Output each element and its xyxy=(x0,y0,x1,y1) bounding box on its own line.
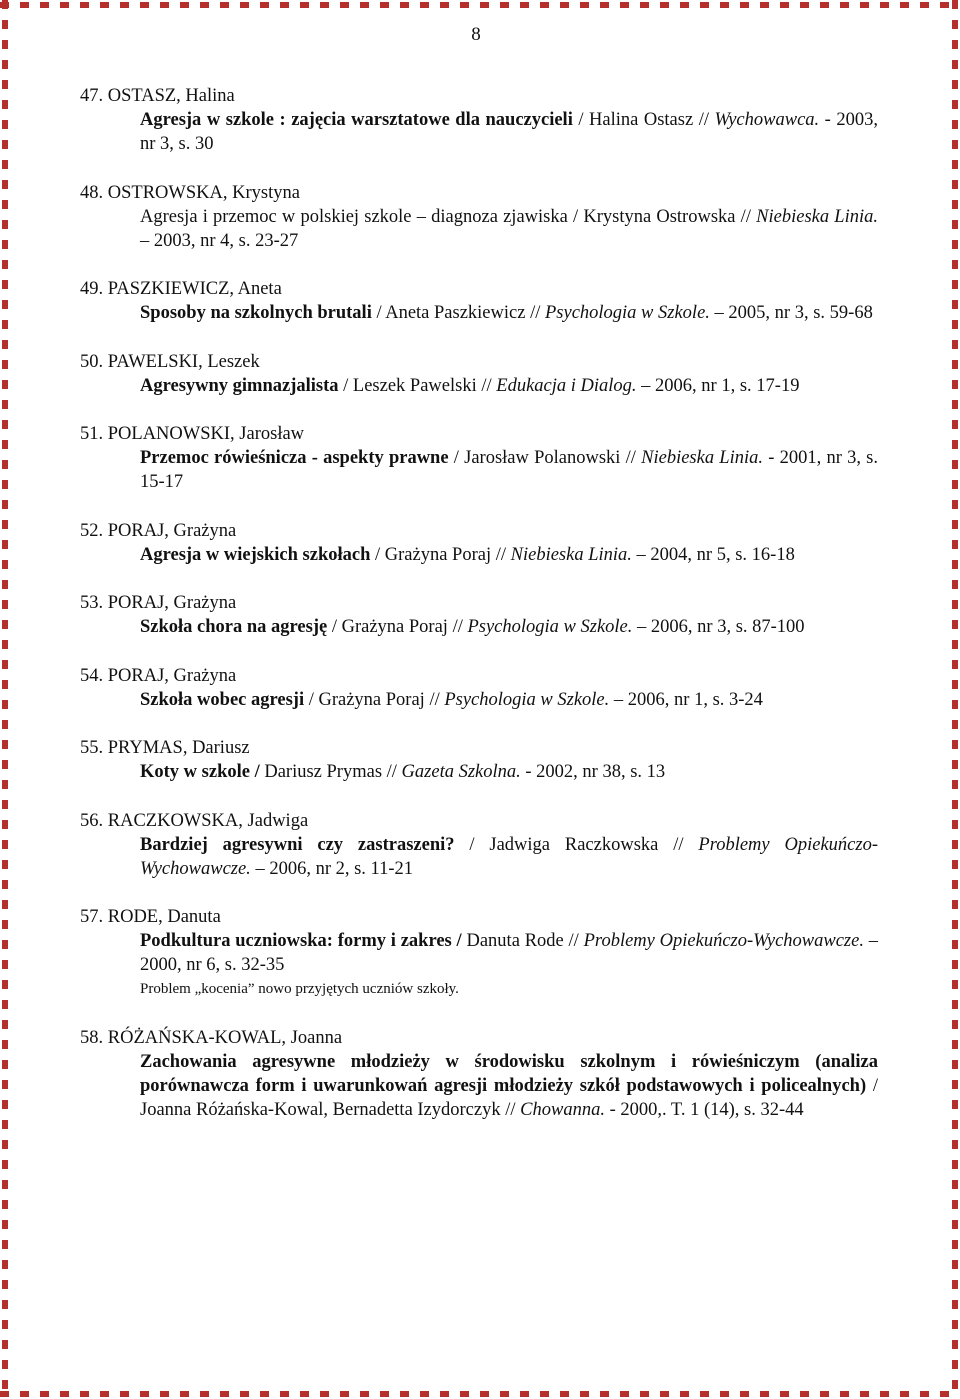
entry-details: - 2001, nr 3, s. 15-17 xyxy=(140,448,878,492)
entry-responsibility: / Grażyna Poraj // xyxy=(370,544,511,565)
entry-title: Agresja w szkole : zajęcia warsztatowe dla nauczycieli xyxy=(140,110,573,130)
bibliography-entry xyxy=(80,519,878,567)
entry-details: – 2000, nr 6, s. 32-35 xyxy=(140,931,879,975)
entry-author: PRYMAS, Dariusz xyxy=(107,738,250,758)
entry-journal: Psychologia w Szkole. xyxy=(467,617,633,637)
entry-heading xyxy=(80,277,878,301)
entry-heading xyxy=(80,519,878,543)
entry-journal: Gazeta Szkolna. xyxy=(401,762,521,782)
entry-details: – 2005, nr 3, s. 59-68 xyxy=(709,303,873,323)
entry-journal: Chowanna. xyxy=(520,1099,605,1120)
entry-journal: Edukacja i Dialog. xyxy=(496,375,637,396)
entry-title: Szkoła chora na agresję xyxy=(140,617,328,637)
entry-journal: Niebieska Linia. xyxy=(641,448,764,468)
entry-author: POLANOWSKI, Jarosław xyxy=(107,424,305,444)
entry-journal: Niebieska Linia. xyxy=(510,544,632,565)
entry-number: 49. xyxy=(80,279,104,299)
entry-responsibility: / Joanna Różańska-Kowal, Bernadetta Izydorczyk // xyxy=(140,1075,879,1120)
entry-description xyxy=(80,301,878,325)
entry-journal: Niebieska Linia. xyxy=(756,206,878,227)
border-bottom xyxy=(0,1389,960,1399)
bibliography-entry xyxy=(80,736,878,784)
entry-title: Szkoła wobec agresji xyxy=(140,689,305,710)
entry-description xyxy=(80,205,878,253)
entry-details: - 2003, nr 3, s. 30 xyxy=(140,110,878,154)
entry-number: 52. xyxy=(80,520,104,541)
entry-heading xyxy=(80,809,878,833)
entry-description xyxy=(80,929,878,977)
bibliography-entry xyxy=(80,277,878,325)
entry-title: Sposoby na szkolnych brutali xyxy=(140,303,372,323)
entry-responsibility: / Leszek Pawelski // xyxy=(338,375,497,396)
entry-journal: Problemy Opiekuńczo-Wychowawcze. xyxy=(583,931,864,951)
entry-author: RODE, Danuta xyxy=(107,907,221,927)
entry-responsibility: Danuta Rode // xyxy=(461,931,584,951)
entry-number: 48. xyxy=(80,182,104,203)
entry-title: Zachowania agresywne młodzieży w środowisku szkolnym i rówieśniczym (analiza porównawcza form i uwarunkowań agresji młodzieży szkół podstawowych i policealnych) xyxy=(140,1051,878,1096)
bibliography-entry xyxy=(80,809,878,881)
entry-details: - 2000,. T. 1 (14), s. 32-44 xyxy=(604,1099,804,1120)
entry-number: 57. xyxy=(80,907,104,927)
bibliography-entry xyxy=(80,84,878,156)
entry-details: – 2003, nr 4, s. 23-27 xyxy=(140,230,299,251)
entry-number: 47. xyxy=(80,86,104,106)
bibliography-entry xyxy=(80,181,878,253)
entry-details: – 2006, nr 3, s. 87-100 xyxy=(632,617,805,637)
entry-details: - 2002, nr 38, s. 13 xyxy=(520,762,666,782)
bibliography-entry xyxy=(80,350,878,398)
entry-title: Koty w szkole / xyxy=(140,762,260,782)
border-right xyxy=(950,0,960,1399)
entry-responsibility: / Halina Ostasz // xyxy=(572,110,715,130)
entry-responsibility: / Jadwiga Raczkowska // xyxy=(454,834,699,855)
entry-description xyxy=(80,688,878,712)
entry-heading xyxy=(80,664,878,688)
entry-number: 55. xyxy=(80,738,104,758)
entry-description xyxy=(80,833,878,881)
entry-heading xyxy=(80,736,878,760)
entry-journal: Psychologia w Szkole. xyxy=(444,689,610,710)
entry-number: 51. xyxy=(80,424,104,444)
bibliography-entry xyxy=(80,591,878,639)
entry-number: 54. xyxy=(80,665,104,686)
page-number: 8 xyxy=(471,24,481,45)
entry-responsibility: / Aneta Paszkiewicz // xyxy=(371,303,545,323)
entry-heading xyxy=(80,591,878,615)
entry-description xyxy=(80,1050,878,1122)
entry-heading xyxy=(80,422,878,446)
entry-title: Agresja w wiejskich szkołach xyxy=(140,544,371,565)
entry-author: PASZKIEWICZ, Aneta xyxy=(107,279,282,299)
entry-details: – 2006, nr 1, s. 17-19 xyxy=(636,375,800,396)
entry-title: Bardziej agresywni czy zastraszeni? xyxy=(140,834,455,855)
bibliography-entry xyxy=(80,422,878,494)
entry-heading xyxy=(80,350,878,374)
entry-details: – 2006, nr 2, s. 11-21 xyxy=(250,858,414,879)
bibliography-list xyxy=(80,84,878,1146)
entry-author: RÓŻAŃSKA-KOWAL, Joanna xyxy=(107,1027,343,1048)
entry-details: – 2006, nr 1, s. 3-24 xyxy=(609,689,763,710)
entry-number: 50. xyxy=(80,351,104,372)
entry-responsibility: / Jarosław Polanowski // xyxy=(448,448,642,468)
bibliography-entry xyxy=(80,1026,878,1122)
entry-description xyxy=(80,446,878,494)
entry-number: 56. xyxy=(80,810,104,831)
entry-number: 53. xyxy=(80,593,104,613)
entry-description xyxy=(80,543,878,567)
border-left xyxy=(0,0,10,1399)
entry-description xyxy=(80,108,878,156)
entry-responsibility: / Grażyna Poraj // xyxy=(304,689,445,710)
entry-heading xyxy=(80,1026,878,1050)
entry-heading xyxy=(80,905,878,929)
entry-title: Agresja i przemoc w polskiej szkole – diagnoza zjawiska xyxy=(140,206,568,227)
entry-author: PAWELSKI, Leszek xyxy=(107,351,260,372)
entry-heading xyxy=(80,181,878,205)
bibliography-entry xyxy=(80,905,878,1001)
border-top xyxy=(0,0,960,10)
entry-annotation: Problem „kocenia” nowo przyjętych uczniów szkoły. xyxy=(140,981,459,997)
entry-author: PORAJ, Grażyna xyxy=(107,665,237,686)
entry-description xyxy=(80,615,878,639)
entry-author: RACZKOWSKA, Jadwiga xyxy=(107,810,309,831)
entry-number: 58. xyxy=(80,1027,104,1048)
bibliography-entry xyxy=(80,664,878,712)
entry-description xyxy=(80,760,878,784)
entry-details: – 2004, nr 5, s. 16-18 xyxy=(631,544,795,565)
entry-heading xyxy=(80,84,878,108)
entry-journal: Problemy Opiekuńczo-Wychowawcze. xyxy=(140,834,878,879)
entry-journal: Wychowawca. xyxy=(714,110,820,130)
entry-author: PORAJ, Grażyna xyxy=(107,520,237,541)
entry-responsibility: / Krystyna Ostrowska // xyxy=(567,206,757,227)
entry-description xyxy=(80,374,878,398)
entry-journal: Psychologia w Szkole. xyxy=(544,303,710,323)
entry-title: Przemoc rówieśnicza - aspekty prawne xyxy=(140,448,449,468)
entry-author: PORAJ, Grażyna xyxy=(107,593,237,613)
entry-author: OSTASZ, Halina xyxy=(107,86,235,106)
entry-title: Agresywny gimnazjalista xyxy=(140,375,339,396)
entry-responsibility: Dariusz Prymas // xyxy=(259,762,402,782)
entry-title: Podkultura uczniowska: formy i zakres / xyxy=(140,931,462,951)
entry-author: OSTROWSKA, Krystyna xyxy=(107,182,300,203)
entry-responsibility: / Grażyna Poraj // xyxy=(327,617,468,637)
